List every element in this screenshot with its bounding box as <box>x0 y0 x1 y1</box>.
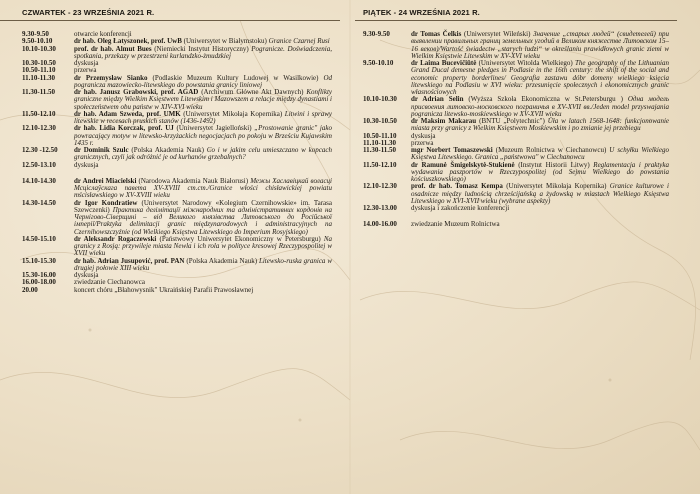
schedule-text <box>74 258 332 273</box>
schedule-time: 10.50-11.10 <box>22 66 56 75</box>
speaker-affiliation: (Podlaskie Muzeum Kultury Ludowej w Wasilkowie) <box>147 73 324 82</box>
schedule-item <box>22 147 332 162</box>
schedule-item <box>363 96 669 118</box>
talk-title: Reglamentacja i praktyka wydawania paszportów w Rzeczypospolitej (od Sejmu Wielkiego do powstania kościuszkowskiego) <box>411 160 669 183</box>
schedule-text <box>74 46 332 61</box>
schedule-text <box>74 75 332 90</box>
speaker-affiliation: (Polska Akademia Nauk) <box>184 256 259 265</box>
speaker-affiliation: (Uniwersytet Mikołaja Kopernika) <box>502 182 610 191</box>
schedule-time: 10.50-11.10 <box>363 131 397 140</box>
schedule-time: 12.30 -12.50 <box>22 146 58 154</box>
schedule-item <box>22 111 332 126</box>
talk-title: Od pogranicza mazowiecko-litewskiego do powstania granicy liniowej <box>74 73 332 89</box>
schedule-item <box>22 178 332 200</box>
talk-title: Üła w latach 1568-1648: funkcjonowanie miasta przy granicy z Wielkim Księstwem Moskiewskim i po zmianie jej przebiegu <box>411 117 670 133</box>
schedule-item <box>363 118 669 133</box>
schedule-item <box>22 75 332 90</box>
speaker-name: dr Maksim Makarau <box>411 117 477 125</box>
thursday-header: CZWARTEK - 23 WRZEŚNIA 2021 R. <box>22 8 155 17</box>
speaker-name: prof. dr hab. Tomasz Kempa <box>411 182 503 191</box>
schedule-time: 14.10-14.30 <box>22 176 56 185</box>
speaker-name: dr Aleksandr Rogaczewski <box>74 234 157 243</box>
schedule-text <box>411 118 669 133</box>
speaker-name: dr Adrian Selin <box>411 95 464 104</box>
schedule-time: 12.10-12.30 <box>22 124 56 133</box>
schedule-time: 10.30-10.50 <box>22 59 56 67</box>
session-note: przerwa <box>411 138 434 147</box>
speaker-name: dr hab. Oleg Łatyszonek, prof. UwB <box>74 37 182 46</box>
speaker-name: dr Dominik Szulc <box>74 146 129 154</box>
schedule-item <box>22 162 332 169</box>
talk-title: The geography of the Lithuanian Grand Ducal demesne pledges in Podlasie in the 16th century: the shift of the social and economic property borderlines/ Geografia zastawu dóbr domeny wielkiego księcia litewskiego na Podlasiu w XVI wieku: przesunięcie społecznych i ekonomicznych granic własnościowych <box>411 59 669 96</box>
talk-title: Значение „старых людей“ (свидетелей) при выявлении правильных границ земельных угодий в Великом княжестве Литовском 15–16 веков)/Wartość świadectw „starych ludzi“ w określaniu prawidłowych granic ziemi w Wielkim Księstwie Litewskim w XV-XVI wieku <box>411 30 670 60</box>
schedule-text <box>411 60 669 96</box>
session-note: zwiedzanie Ciechanowca <box>74 278 145 287</box>
schedule-time: 20.00 <box>22 285 38 294</box>
schedule-time: 11.30-11.50 <box>363 146 397 154</box>
talk-title: Granice kulturowe i osadnicze między ludnością chrześcijańską a żydowską w miastach Wielkiego Księstwa Litewskiego w XVI-XVII wieku (wybrane aspekty) <box>411 182 669 205</box>
schedule-item <box>22 258 332 273</box>
session-note: dyskusja <box>411 131 436 140</box>
schedule-time: 10.10-10.30 <box>22 44 56 53</box>
schedule-text <box>74 111 332 126</box>
session-note: dyskusja i zakończenie konferencji <box>411 204 510 212</box>
friday-header: PIĄTEK - 24 WRZEŚNIA 2021 R. <box>363 8 480 17</box>
schedule-item <box>363 212 669 221</box>
schedule-time: 9.30-9.50 <box>363 30 390 38</box>
speaker-affiliation: (Archiwum Główne Akt Dawnych) <box>198 88 307 96</box>
speaker-name: dr Andrei Miacielski <box>74 176 137 185</box>
speaker-affiliation: (Polska Akademia Nauk) <box>128 146 207 154</box>
schedule-time: 15.10-15.30 <box>22 256 56 265</box>
speaker-affiliation: (Uniwersytet Jagielloński) <box>173 124 255 133</box>
schedule-text <box>74 125 332 147</box>
speaker-affiliation: (Narodowa Akademia Nauk Białorusi) <box>136 176 251 185</box>
schedule-time: 10.30-10.50 <box>363 117 397 125</box>
schedule-time: 9.30-9.50 <box>22 30 49 38</box>
speaker-name: dr Przemysław Sianko <box>74 73 148 82</box>
schedule-text <box>411 162 669 184</box>
talk-title: Co i w jakim celu umieszczano w kopcach granicznych, czyli jak odróżnić je od kurhanów grzebalnych? <box>74 146 332 162</box>
talk-title: Na granicy z Rosją: przywileje miasta Newla i ich rola w polityce kresowej Rzeczypospolitej w XVII wieku <box>74 234 332 258</box>
schedule-time: 11.10-11.30 <box>22 73 56 82</box>
session-note: otwarcie konferencji <box>74 30 132 38</box>
schedule-text <box>74 60 332 67</box>
speaker-name: dr hab. Janusz Grabowski, prof. AGAD <box>74 88 199 96</box>
schedule-item <box>363 205 669 212</box>
schedule-item <box>22 200 332 236</box>
speaker-affiliation: (Uniwersytet Witolda Wielkiego) <box>476 59 575 67</box>
schedule-item <box>363 221 669 228</box>
speaker-name: prof. dr hab. Almut Bues <box>74 44 152 53</box>
speaker-affiliation: (Muzeum Rolnictwa w Ciechanowcu) <box>492 146 610 154</box>
schedule-time: 15.30-16.00 <box>22 271 56 279</box>
schedule-text <box>74 236 332 258</box>
schedule-time: 14.30-14.50 <box>22 198 56 207</box>
schedule-text <box>74 162 332 169</box>
schedule-text <box>411 221 669 228</box>
session-note: zwiedzanie Muzeum Rolnictwa <box>411 220 500 229</box>
speaker-name: dr Igor Kondratiew <box>74 198 138 207</box>
speaker-affiliation: (Instytut Historii Litwy) <box>514 160 594 169</box>
friday-column <box>355 0 700 229</box>
speaker-name: dr Tomas Čelkis <box>411 30 462 38</box>
schedule-text <box>74 200 332 236</box>
thursday-column <box>0 0 350 294</box>
schedule-item <box>363 60 669 96</box>
schedule-text <box>74 147 332 162</box>
talk-title: Одна модель присвоения литовско-московского пограничья в XV-XVII вв./Jeden model przyswajania pogranicza litewsko-moskiewskiego w XV-XVII wieku <box>411 95 670 118</box>
schedule-time: 11.50-12.10 <box>22 109 56 118</box>
schedule-item <box>363 162 669 184</box>
schedule-time: 12.10-12.30 <box>363 182 397 191</box>
thursday-schedule <box>0 21 332 294</box>
schedule-text <box>74 178 332 200</box>
schedule-item <box>22 60 332 67</box>
schedule-text <box>411 133 669 140</box>
speaker-affiliation: (Uniwersytet Mikołaja Kopernika) <box>180 109 285 118</box>
schedule-time: 9.50-10.10 <box>22 37 53 46</box>
schedule-time: 14.50-15.10 <box>22 234 56 243</box>
speaker-affiliation: (Wyższa Szkoła Ekonomiczna w St.Petersburgu ) <box>463 95 628 104</box>
schedule-text <box>411 96 669 118</box>
schedule-item <box>363 147 669 162</box>
talk-title: Litwini i sprawy litewskie w recesach pruskich stanów (1436-1492) <box>74 109 333 125</box>
talk-title: Granice Czarnej Rusi <box>268 37 330 46</box>
schedule-item <box>22 287 332 294</box>
speaker-affiliation: (Niemiecki Instytut Historyczny) <box>151 44 252 53</box>
schedule-time: 11.50-12.10 <box>363 160 397 169</box>
schedule-text <box>411 183 669 205</box>
speaker-affiliation: (Uniwersytet Narodowy «Kolegium Czernihowskie» im. Tarasa Szewczenki) <box>74 198 332 214</box>
speaker-affiliation: (Uniwersytet w Białymstoku) <box>181 37 269 46</box>
speaker-name: dr Laima Bucevičiūtė <box>411 59 477 67</box>
speaker-affiliation: (Państwowy Uniwersytet Ekonomiczny w Petersburgu) <box>156 234 324 243</box>
speaker-affiliation: (Uniwersytet Wileński) <box>461 30 534 38</box>
schedule-time: 10.10-10.30 <box>363 95 397 104</box>
session-note: koncert chóru „Błahowysnik" Ukraińskiej Parafii Prawosławnej <box>74 285 254 294</box>
speaker-name: dr hab. Lidia Korczak, prof. UJ <box>74 124 174 133</box>
schedule-time: 9.50-10.10 <box>363 59 394 67</box>
speaker-name: dr Ramunė Šmigelskytė-Stukienė <box>411 160 515 169</box>
schedule-text <box>411 31 669 60</box>
session-note: dyskusja <box>74 160 99 169</box>
schedule-item <box>22 272 332 279</box>
talk-title: U schyłku Wielkiego Księstwa Litewskiego. Granica „państwowa" w Ciechanowcu <box>411 146 669 162</box>
schedule-text <box>74 287 332 294</box>
schedule-time: 11.30-11.50 <box>22 88 56 96</box>
schedule-time: 12.50-13.10 <box>22 160 56 169</box>
schedule-text <box>411 147 669 162</box>
talk-title: Konflikty graniczne między Wielkim Księstwem Litewskim i Mazowszem a relacje między dynastiami i społeczeństwem obu państw w XIV-XVI wieku <box>74 88 332 111</box>
speaker-name: dr hab. Adrian Jusupović, prof. PAN <box>74 256 185 265</box>
schedule-time: 12.30-13.00 <box>363 204 397 212</box>
talk-title: Litewsko-ruska granica w drugiej połowie XIII wieku <box>74 256 332 272</box>
schedule-time: 11.10-11.30 <box>363 138 397 147</box>
speaker-name: mgr Norbert Tomaszewski <box>411 146 493 154</box>
schedule-item <box>22 46 332 61</box>
schedule-item <box>22 89 332 111</box>
talk-title: Pogranicze. Doświadczenia, spotkania, przekazy w przestrzeni kurlandzko-żmudzkiej <box>74 44 332 60</box>
schedule-time: 14.00-16.00 <box>363 220 397 229</box>
talk-title: „Prostowanie granic" jako powracający motyw w litewsko-krzyżackich negocjacjach po pokoju w Brześciu Kujawskim 1435 r. <box>74 124 332 147</box>
friday-schedule <box>355 21 669 229</box>
schedule-item <box>363 133 669 140</box>
speaker-name: dr hab. Adam Szweda, prof. UMK <box>74 109 181 118</box>
speaker-affiliation: (BNTU „Polytechnic") <box>476 117 548 125</box>
schedule-text <box>74 89 332 111</box>
talk-title: Практика делімітації міжнародних та адміністративних кордонів на Чернігово-Сіверщині – від Великого князівства Литовського до Російської імперії/Praktyka delimitacji granic międzynarodowych i administracyjnych na Czernihowszczyźnie (od Wielkiego Księstwa Litewskiego do Imperium Rosyjskiego) <box>74 205 332 236</box>
session-note: przerwa <box>74 66 97 75</box>
schedule-item <box>22 236 332 258</box>
schedule-text <box>411 205 669 212</box>
schedule-time: 16.00-18.00 <box>22 278 56 287</box>
schedule-item <box>22 125 332 147</box>
schedule-item <box>363 31 669 60</box>
talk-title: Межы Хаславіцкай воласці Мсціслаўскага павета XV-XVIII ст.ст./Granice włości chisławickiej powiatu mścisławskiego w XV-XVIII wieku <box>74 176 332 200</box>
schedule-item <box>363 183 669 205</box>
session-note: dyskusja <box>74 271 99 279</box>
session-note: dyskusja <box>74 59 99 67</box>
